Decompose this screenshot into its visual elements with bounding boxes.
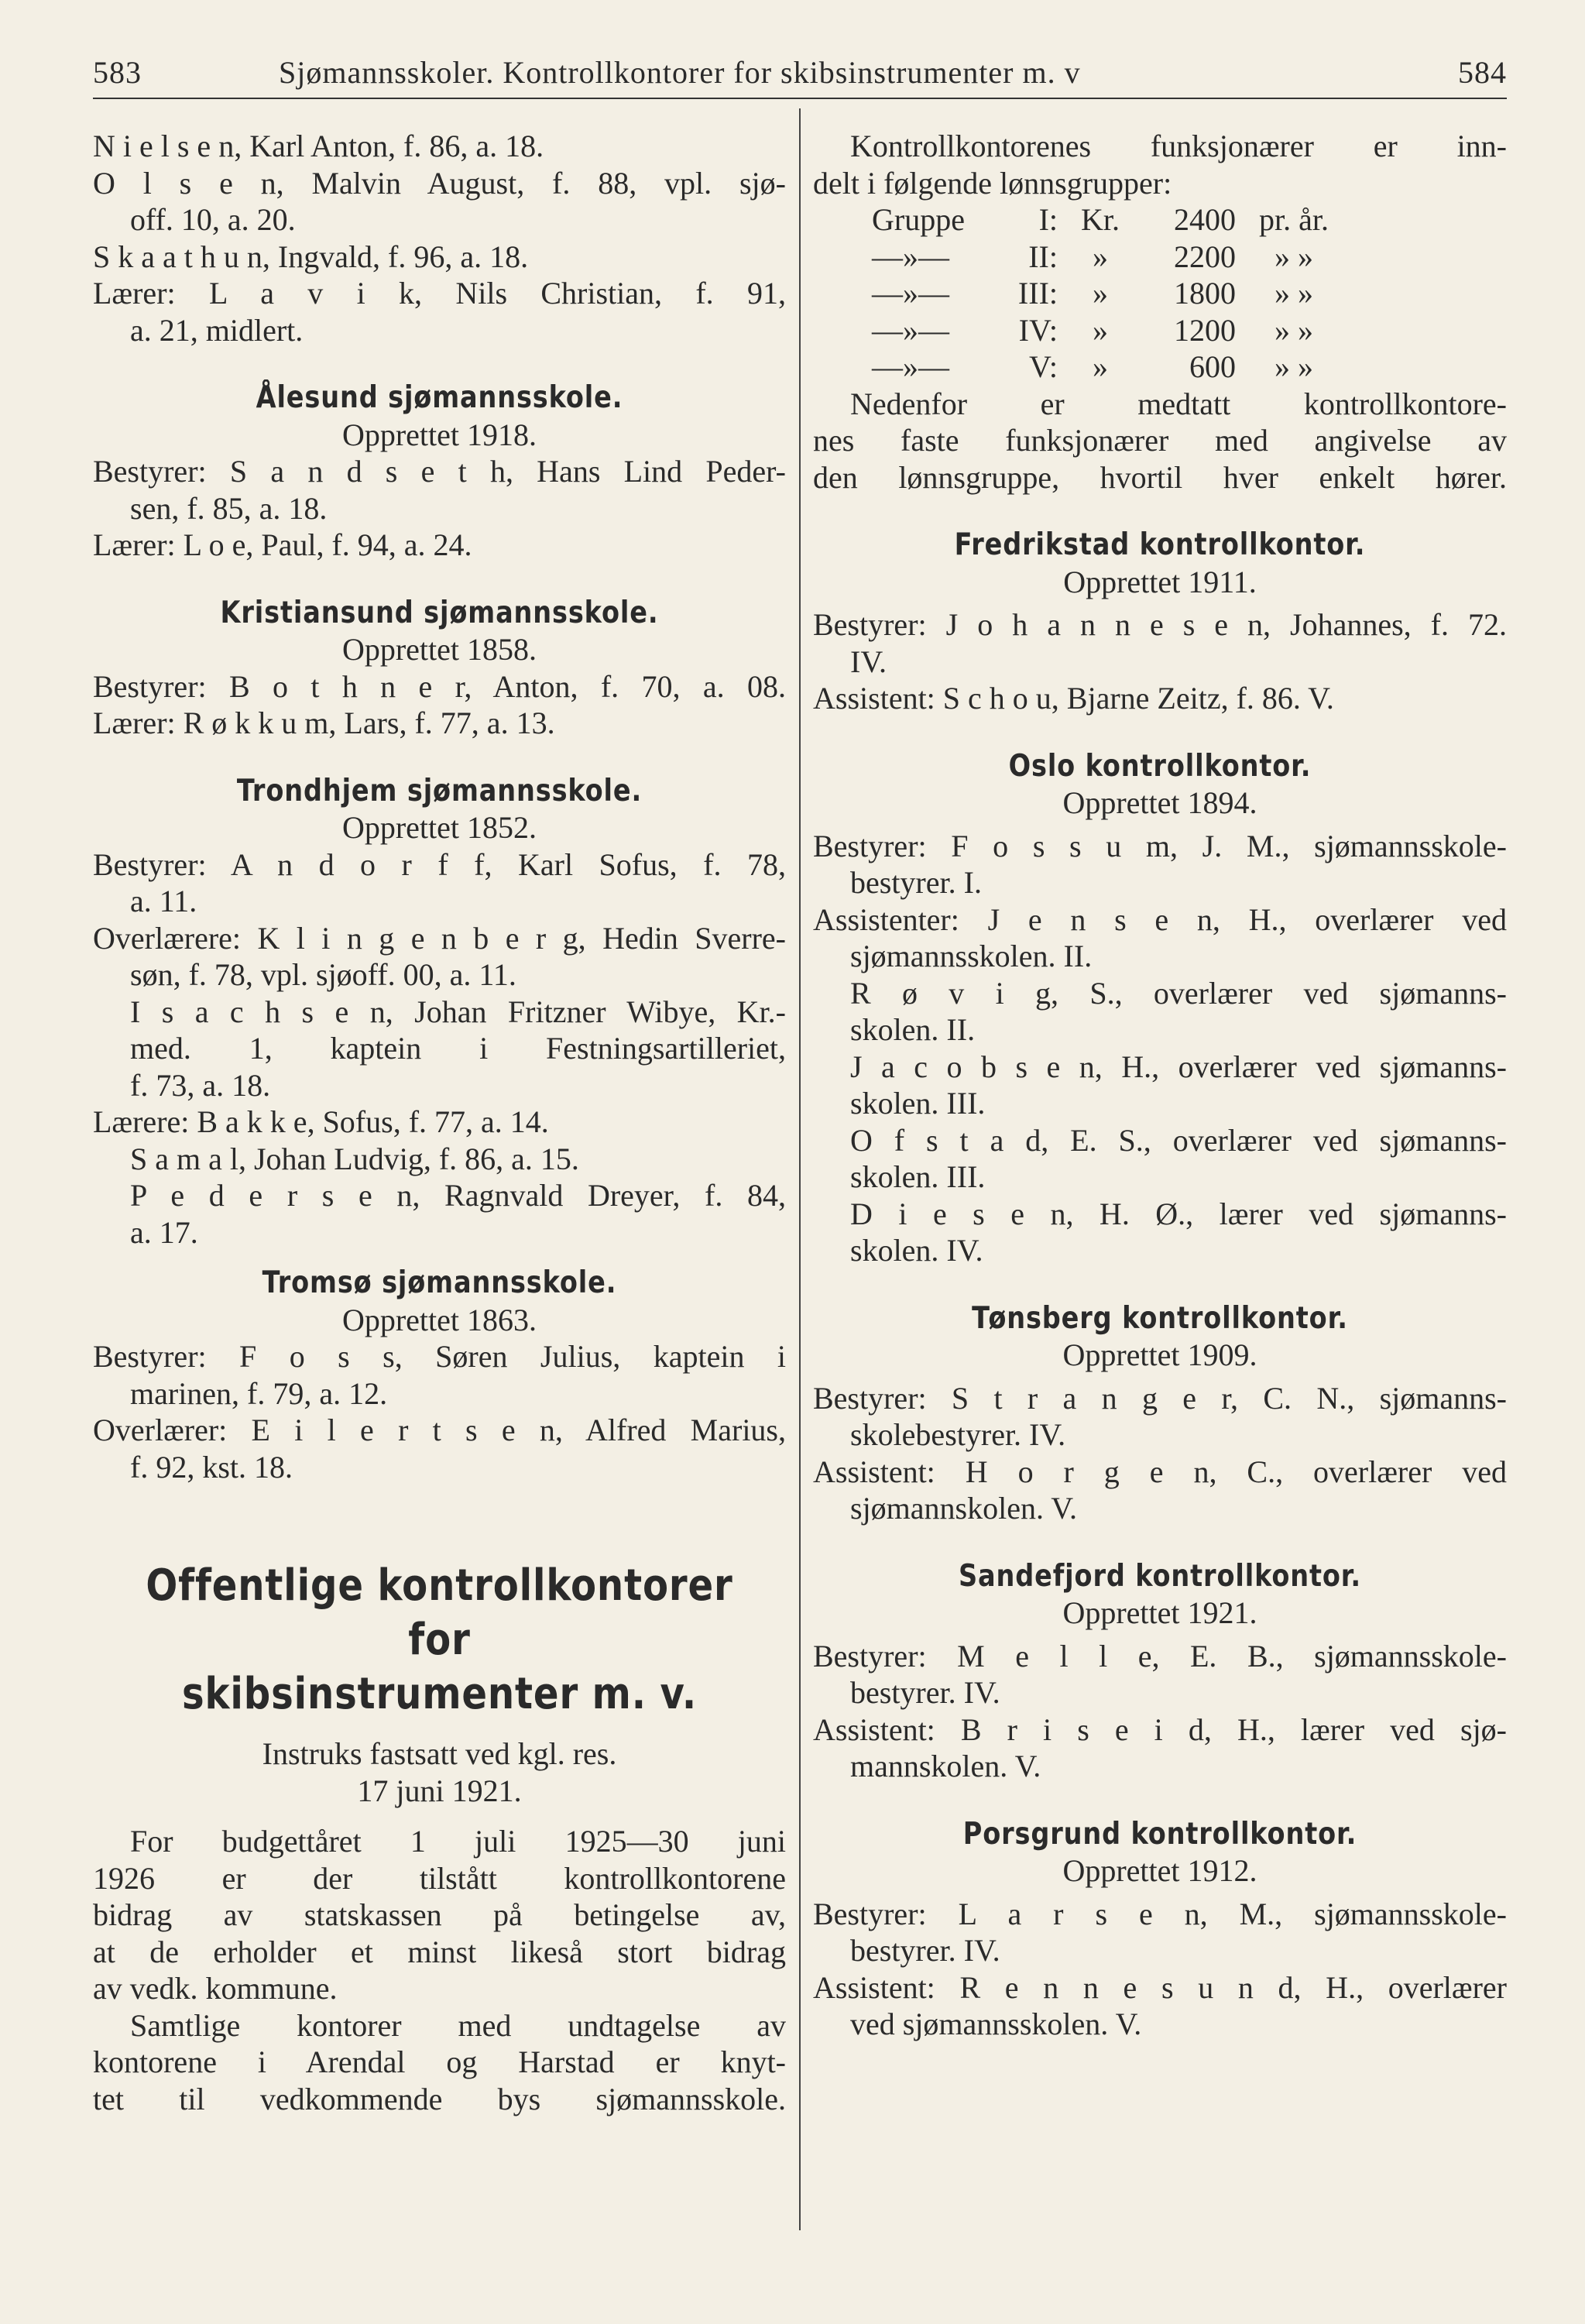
group-unit: » » <box>1275 312 1313 348</box>
paragraph-line: nes faste funksjonærer med angivelse av <box>813 423 1507 458</box>
group-number: III: <box>1017 276 1058 311</box>
page-number-right: 584 <box>1458 55 1507 90</box>
section-heading: Tønsberg kontrollkontor. <box>972 1300 1348 1336</box>
paragraph-line: tet til vedkommende bys sjømannsskole. <box>93 2081 786 2116</box>
founded-line: Opprettet 1911. <box>1063 564 1257 599</box>
group-amount: 2400 <box>1174 202 1236 237</box>
group-unit: » » <box>1275 239 1313 274</box>
entry-line: Assistent: H o r g e n, C., overlærer ved <box>813 1454 1507 1489</box>
entry-line: sjømannsskolen. II. <box>850 939 1093 973</box>
group-label: —»— <box>872 239 949 274</box>
section-heading: Sandefjord kontrollkontor. <box>959 1558 1361 1594</box>
salary-group-row <box>872 312 1507 349</box>
entry-line: f. 92, kst. 18. <box>130 1449 293 1485</box>
founded-line: Opprettet 1894. <box>1062 785 1257 820</box>
paragraph-line: bidrag av statskassen på betingelse av, <box>93 1897 786 1932</box>
paragraph-line: 1926 er der tilstått kontrollkontorene <box>93 1860 786 1896</box>
entry-line: Lærer: R ø k k u m, Lars, f. 77, a. 13. <box>93 705 555 740</box>
founded-line: Opprettet 1921. <box>1062 1595 1257 1630</box>
group-number: II: <box>1028 239 1058 274</box>
entry-line: I s a c h s e n, Johan Fritzner Wibye, Kr.- <box>130 994 786 1029</box>
group-currency: Kr. <box>1081 202 1120 237</box>
entry-line: O l s e n, Malvin August, f. 88, vpl. sjø- <box>93 165 786 201</box>
group-currency: » <box>1093 349 1108 384</box>
group-label: Gruppe <box>872 202 965 237</box>
group-label: —»— <box>872 312 949 348</box>
entry-line: Bestyrer: A n d o r f f, Karl Sofus, f. 78, <box>93 846 786 882</box>
section-heading: Oslo kontrollkontor. <box>1008 748 1312 784</box>
salary-group-row <box>872 201 1507 239</box>
group-number: I: <box>1038 202 1058 237</box>
paragraph-line: av vedk. kommune. <box>93 1971 338 2006</box>
salary-group-row <box>872 275 1507 312</box>
entry-line: bestyrer. IV. <box>850 1933 1000 1968</box>
entry-line: skolebestyrer. IV. <box>850 1417 1066 1452</box>
entry-line: Assistent: S c h o u, Bjarne Zeitz, f. 86. V. <box>813 681 1334 716</box>
group-amount: 1800 <box>1174 276 1236 311</box>
group-unit: pr. år. <box>1259 202 1329 237</box>
entry-line: a. 11. <box>130 884 197 918</box>
instruction-line: Instruks fastsatt ved kgl. res. <box>262 1736 617 1771</box>
entry-line: R ø v i g, S., overlærer ved sjømanns- <box>850 975 1507 1011</box>
section-heading: Trondhjem sjømannsskole. <box>236 773 643 808</box>
entry-line: Bestyrer: S a n d s e t h, Hans Lind Peder- <box>93 454 786 489</box>
entry-line: a. 21, midlert. <box>130 312 304 348</box>
salary-group-row <box>872 348 1507 386</box>
entry-line: skolen. IV. <box>850 1233 983 1268</box>
section-heading: Tromsø sjømannsskole. <box>262 1265 617 1300</box>
entry-line: mannskolen. V. <box>850 1749 1041 1783</box>
entry-line: Overlærere: K l i n g e n b e r g, Hedin Sverre- <box>93 920 786 956</box>
group-label: —»— <box>872 349 949 384</box>
instruction-line: 17 juni 1921. <box>357 1773 522 1808</box>
entry-line: Overlærer: E i l e r t s e n, Alfred Marius, <box>93 1413 786 1447</box>
main-heading-line-2: skibsinstrumenter m. v. <box>182 1669 697 1719</box>
section-heading: Kristiansund sjømannsskole. <box>220 595 659 630</box>
group-number: IV: <box>1018 312 1058 348</box>
entry-line: S a m a l, Johan Ludvig, f. 86, a. 15. <box>130 1141 579 1176</box>
entry-line: Lærer: L o e, Paul, f. 94, a. 24. <box>93 527 472 562</box>
group-amount: 1200 <box>1174 312 1236 348</box>
main-heading-line-1: Offentlige kontrollkontorer for <box>146 1560 733 1665</box>
section-heading: Ålesund sjømannsskole. <box>256 380 623 415</box>
entry-line: a. 17. <box>130 1214 198 1250</box>
section-heading: Fredrikstad kontrollkontor. <box>954 527 1366 562</box>
entry-line: O f s t a d, E. S., overlærer ved sjømanns- <box>850 1122 1507 1158</box>
entry-line: Bestyrer: M e l l e, E. B., sjømannsskole- <box>813 1638 1507 1673</box>
running-header <box>93 54 1507 101</box>
paragraph-line: Nedenfor er medtatt kontrollkontore- <box>850 386 1507 421</box>
entry-line: Bestyrer: L a r s e n, M., sjømannsskole- <box>813 1896 1507 1931</box>
founded-line: Opprettet 1912. <box>1062 1853 1257 1888</box>
founded-line: Opprettet 1909. <box>1062 1337 1257 1372</box>
entry-line: Assistenter: J e n s e n, H., overlærer ved <box>813 901 1507 937</box>
entry-line: N i e l s e n, Karl Anton, f. 86, a. 18. <box>93 129 544 163</box>
entry-line: Lærere: B a k k e, Sofus, f. 77, a. 14. <box>93 1104 549 1139</box>
entry-line: IV. <box>850 644 887 679</box>
salary-group-row <box>872 239 1507 276</box>
entry-line: Assistent: R e n n e s u n d, H., overlærer <box>813 1969 1507 2005</box>
group-unit: » » <box>1275 349 1313 384</box>
paragraph-line: For budgettåret 1 juli 1925—30 juni <box>130 1824 786 1859</box>
entry-line: skolen. III. <box>850 1159 986 1194</box>
entry-line: søn, f. 78, vpl. sjøoff. 00, a. 11. <box>130 957 516 992</box>
right-column <box>813 128 1507 2043</box>
paragraph-line: den lønnsgruppe, hvortil hver enkelt hører. <box>813 459 1507 495</box>
entry-line: skolen. III. <box>850 1086 986 1121</box>
section-heading: Porsgrund kontrollkontor. <box>962 1816 1357 1852</box>
intro-line: Kontrollkontorenes funksjonærer er inn- <box>850 129 1507 163</box>
founded-line: Opprettet 1918. <box>341 417 537 452</box>
entry-line: sen, f. 85, a. 18. <box>130 490 328 526</box>
entry-line: Lærer: L a v i k, Nils Christian, f. 91, <box>93 276 786 311</box>
group-currency: » <box>1093 312 1108 348</box>
entry-line: S k a a t h u n, Ingvald, f. 96, a. 18. <box>93 239 529 274</box>
entry-line: bestyrer. I. <box>850 865 982 900</box>
group-amount: 2200 <box>1174 239 1236 274</box>
group-currency: » <box>1093 239 1108 274</box>
entry-line: Bestyrer: S t r a n g e r, C. N., sjømanns- <box>813 1380 1507 1416</box>
paragraph-line: at de erholder et minst likeså stort bidrag <box>93 1934 786 1969</box>
group-unit: » » <box>1275 276 1313 311</box>
entry-line: Bestyrer: B o t h n e r, Anton, f. 70, a. 08. <box>93 668 786 704</box>
entry-line: D i e s e n, H. Ø., lærer ved sjømanns- <box>850 1196 1507 1231</box>
entry-line: J a c o b s e n, H., overlærer ved sjømanns- <box>850 1049 1507 1084</box>
header-rule <box>93 98 1507 99</box>
entry-line: P e d e r s e n, Ragnvald Dreyer, f. 84, <box>130 1178 786 1213</box>
entry-line: Bestyrer: F o s s, Søren Julius, kaptein i <box>93 1339 786 1374</box>
entry-line: off. 10, a. 20. <box>130 202 296 237</box>
left-column <box>93 128 786 2117</box>
intro-line: delt i følgende lønnsgrupper: <box>813 165 1172 201</box>
founded-line: Opprettet 1852. <box>341 810 537 845</box>
entry-line: med. 1, kaptein i Festningsartilleriet, <box>130 1031 786 1066</box>
group-label: —»— <box>872 276 949 311</box>
group-amount: 600 <box>1189 349 1236 384</box>
salary-groups-table <box>813 201 1507 386</box>
entry-line: marinen, f. 79, a. 12. <box>130 1375 388 1411</box>
entry-line: skolen. II. <box>850 1012 976 1047</box>
founded-line: Opprettet 1858. <box>341 632 537 667</box>
group-number: V: <box>1028 349 1058 384</box>
entry-line: sjømannskolen. V. <box>850 1491 1077 1526</box>
entry-line: f. 73, a. 18. <box>130 1067 271 1103</box>
column-divider <box>799 108 801 2230</box>
entry-line: Bestyrer: J o h a n n e s e n, Johannes, f. 72. <box>813 607 1507 642</box>
entry-line: ved sjømannsskolen. V. <box>850 2006 1142 2041</box>
paragraph-line: Samtlige kontorer med undtagelse av <box>130 2007 786 2043</box>
running-title: Sjømannsskoler. Kontrollkontorer for skibsinstrumenter m. v <box>279 55 1081 90</box>
entry-line: bestyrer. IV. <box>850 1675 1000 1710</box>
founded-line: Opprettet 1863. <box>341 1302 537 1337</box>
entry-line: Bestyrer: F o s s u m, J. M., sjømannsskole- <box>813 828 1507 863</box>
paragraph-line: kontorene i Arendal og Harstad er knyt- <box>93 2044 786 2079</box>
page-number-left: 583 <box>93 55 142 90</box>
group-currency: » <box>1093 276 1108 311</box>
entry-line: Assistent: B r i s e i d, H., lærer ved sjø- <box>813 1711 1507 1747</box>
